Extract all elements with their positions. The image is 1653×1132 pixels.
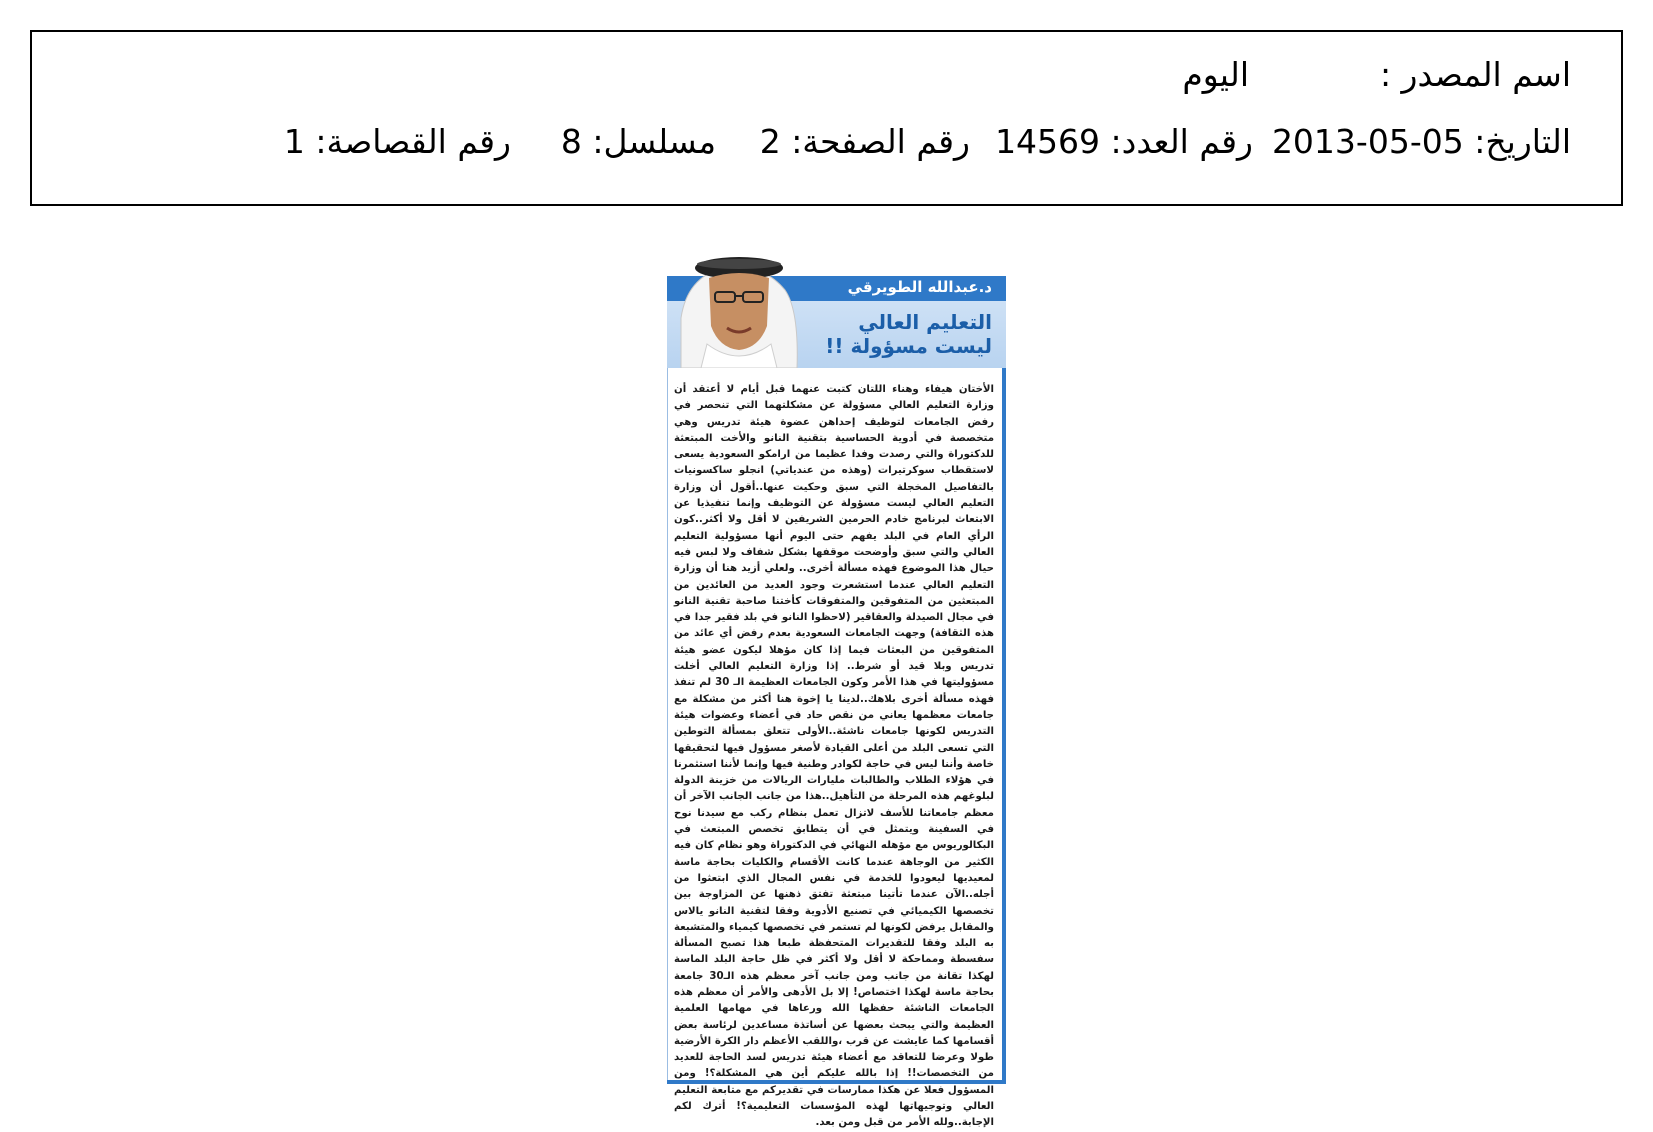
date-field xyxy=(1272,122,1571,162)
article-text: الأختان هيفاء وهناء اللتان كتبت عنهما قبل أيام لا أعتقد أن وزارة التعليم العالي مسؤولة عن مشكلتهما التي تنحصر في رفض الجامعات لتوظيف إحداهن عضوة هيئة تدريس وهي متخصصة في أدوية الحساسية بتقنية النانو والأخت المبتعثة للدكتوراة والتي رصدت وفدا عظيما من ارامكو السعودية يسعى لاستقطاب سوكرتيرات (وهذه من عندياتي) انجلو ساكسونيات بالتفاصيل المخجلة التي سبق وحكيت عنها..أقول أن وزارة التعليم العالي ليست مسؤولة عن التوظيف وإنما تنفيذيا عن الابتعاث لبرنامج خادم الحرمين الشريفين لا أقل ولا أكثر..كون الرأي العام في البلد يفهم حتى اليوم أنها مسؤولية التعليم العالي والتي سبق وأوضحت موقفها بشكل شفاف ولا لبس فيه حيال هذا الموضوع فهذه مسألة أخرى.. ولعلي أزيد هنا أن وزارة التعليم العالي عندما استشعرت وجود العديد من العائدين من المبتعثين من المتفوقين والمتفوقات كأختنا صاحبة تقنية النانو في مجال الصيدلة والعقاقير (لاحظوا النانو في بلد فقير جدا في هذه الثقافة) وجهت الجامعات السعودية بعدم رفض أي عائد من المتفوقين من البعثات فيما إذا كان مؤهلا ليكون عضو هيئة تدريس وبلا قيد أو شرط.. إذا وزارة التعليم العالي أخلت مسؤوليتها في هذا الأمر وكون الجامعات العظيمة الـ 30 لم تنفذ فهذه مسألة أخرى بلاهك..لدينا يا إخوة هنا أكثر من مشكلة مع جامعات معظمها يعاني من نقص حاد في أعضاء وعضوات هيئة التدريس لكونها جامعات ناشئة..الأولى تتعلق بمسألة التوطين التي تسعى البلد من أعلى القيادة لأصغر مسؤول فيها لتحقيقها خاصة وأننا ليس في حاجة لكوادر وطنية فيها وإنما لأننا استثمرنا في هؤلاء الطلاب والطالبات مليارات الريالات من خزينة الدولة لبلوغهم هذه المرحلة من التأهيل..هذا من جانب الجانب الآخر أن معظم جامعاتنا للأسف لاتزال تعمل بنظام ركب مع سيدنا نوح في السفينة ويتمثل في أن يتطابق تخصص المبتعث في البكالوريوس مع مؤهله النهائي في الدكتوراة وهو نظام كان فيه الكثير من الوجاهة عندما كانت الأقسام والكليات بحاجة ماسة لمعيديها ليعودوا للخدمة في نفس المجال الذي ابتعثوا من أجله..الآن عندما تأتينا مبتعثة تفتق ذهنها عن المزاوجة بين تخصصها الكيميائي في تصنيع الأدوية وفقا لتقنية النانو يالاس والمقابل يرفض لكونها لم تستمر في تخصصها كيمياء والمتشبعة به البلد وفقا للتقديرات المتحفظة طبعا هذا تصبح المسألة سفسطة ومماحكة لا أقل ولا أكثر في ظل حاجة البلد الماسة لهكذا تقانة من جانب ومن جانب آخر معظم هذه الـ30 جامعة بحاجة ماسة لهكذا اختصاص! إلا بل الأدهى والأمر أن معظم هذه الجامعات الناشئة حفظها الله ورعاها في مهامها العلمية العظيمة والتي يبحث بعضها عن أساتذة مساعدين لرئاسة بعض أقسامها كما عايشت عن قرب ،واللقب الأعظم دار الكرة الأرضية طولا وعرضا للتعاقد مع أعضاء هيئة تدريس لسد الحاجة للعديد من التخصصات!! إذا بالله عليكم أين هي المشكلة؟! ومن المسؤول فعلا عن هكذا ممارسات في تقديركم مع متابعة التعليم العالي وتوجيهاتها لهذه المؤسسات التعليمية؟! أترك لكم الإجابة..ولله الأمر من قبل ومن بعد. xyxy=(674,384,995,1129)
source-value-wrap xyxy=(1182,55,1249,95)
header-box xyxy=(30,30,1623,206)
issue-label: رقم العدد: xyxy=(1110,122,1253,161)
newspaper-clipping xyxy=(667,248,1006,1129)
clip-field xyxy=(284,122,511,162)
page-value: 2 xyxy=(759,122,781,161)
issue-field xyxy=(995,122,1253,162)
source-value: اليوم xyxy=(1182,55,1249,94)
issue-value: 14569 xyxy=(995,122,1101,161)
clip-label: رقم القصاصة: xyxy=(315,122,511,161)
clipping-bottom-bar xyxy=(667,1080,1006,1084)
source-label: اسم المصدر : xyxy=(1379,55,1571,94)
author-portrait xyxy=(667,248,817,368)
date-value: 2013-05-05 xyxy=(1271,122,1464,161)
author-name: د.عبدالله الطويرقي xyxy=(847,278,992,296)
serial-value: 8 xyxy=(560,122,582,161)
clipping-body xyxy=(667,368,1006,1129)
source-line xyxy=(1380,55,1571,95)
serial-field xyxy=(561,122,716,162)
article-title-line2: ليست مسؤولة !! xyxy=(825,334,992,358)
article-title-line1: التعليم العالي xyxy=(858,310,992,334)
date-label: التاريخ: xyxy=(1474,122,1571,161)
page-label: رقم الصفحة: xyxy=(791,122,970,161)
serial-label: مسلسل: xyxy=(592,122,716,161)
clip-value: 1 xyxy=(283,122,305,161)
page-field xyxy=(760,122,970,162)
article-title xyxy=(825,310,992,358)
